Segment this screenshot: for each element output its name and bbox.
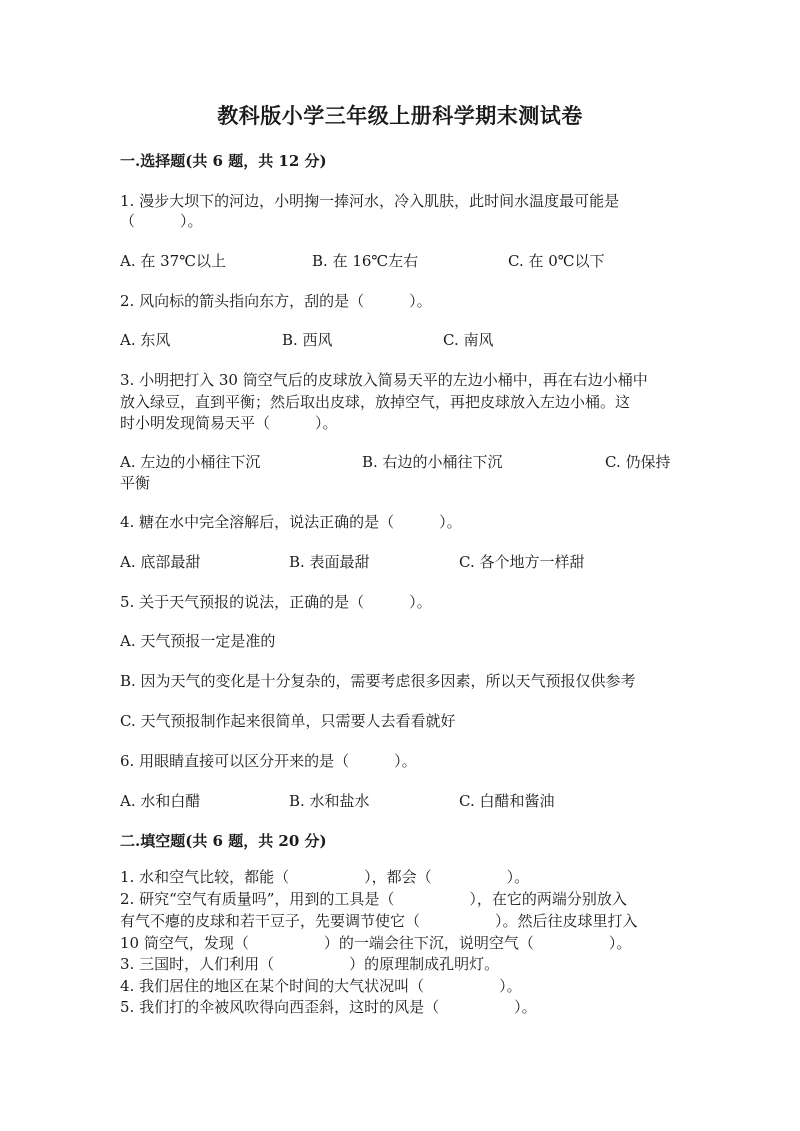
question-6-option-b: B. 水和盐水: [289, 792, 370, 810]
question-4-option-c: C. 各个地方一样甜: [459, 553, 585, 571]
question-4-option-a: A. 底部最甜: [120, 553, 201, 571]
fill-line-6: 4. 我们居住的地区在某个时间的大气状况叫（ ）。: [120, 977, 522, 995]
question-3-option-b: B. 右边的小桶往下沉: [362, 453, 503, 471]
fill-line-7: 5. 我们打的伞被风吹得向西歪斜，这时的风是（ ）。: [120, 998, 537, 1016]
question-5-option-b: B. 因为天气的变化是十分复杂的，需要考虑很多因素，所以天气预报仅供参考: [120, 672, 636, 690]
question-5-option-a: A. 天气预报一定是准的: [120, 632, 276, 650]
question-3-line-3: 时小明发现简易天平（ ）。: [120, 414, 338, 432]
question-5-line-1: 5. 关于天气预报的说法，正确的是（ ）。: [120, 593, 432, 611]
fill-line-1: 1. 水和空气比较，都能（ ），都会（ ）。: [120, 868, 530, 886]
question-2-option-a: A. 东风: [120, 331, 171, 349]
question-1-option-b: B. 在 16℃左右: [312, 252, 419, 270]
question-1-line-1: 1. 漫步大坝下的河边，小明掬一捧河水，冷入肌肤，此时间水温度最可能是: [120, 192, 620, 210]
question-6-line-1: 6. 用眼睛直接可以区分开来的是（ ）。: [120, 752, 417, 770]
section-heading-fill: 二.填空题(共 6 题，共 20 分): [120, 832, 327, 850]
question-3-option-a: A. 左边的小桶往下沉: [120, 453, 261, 471]
exam-title: 教科版小学三年级上册科学期末测试卷: [217, 103, 583, 128]
question-2-option-b: B. 西风: [282, 331, 333, 349]
question-4-line-1: 4. 糖在水中完全溶解后，说法正确的是（ ）。: [120, 513, 462, 531]
fill-line-2: 2. 研究“空气有质量吗”，用到的工具是（ ），在它的两端分别放入: [120, 890, 627, 908]
question-2-option-c: C. 南风: [443, 331, 494, 349]
question-5-option-c: C. 天气预报制作起来很简单，只需要人去看看就好: [120, 712, 456, 730]
section-heading-choice: 一.选择题(共 6 题，共 12 分): [120, 152, 327, 170]
question-3-line-1: 3. 小明把打入 30 筒空气后的皮球放入简易天平的左边小桶中，再在右边小桶中: [120, 371, 648, 389]
question-6-option-c: C. 白醋和酱油: [459, 792, 555, 810]
question-1-option-c: C. 在 0℃以下: [508, 252, 605, 270]
question-1-line-2: （ ）。: [120, 212, 203, 230]
question-1-option-a: A. 在 37℃以上: [120, 252, 227, 270]
question-6-option-a: A. 水和白醋: [120, 792, 201, 810]
question-4-option-b: B. 表面最甜: [289, 553, 370, 571]
question-3-line-2: 放入绿豆，直到平衡；然后取出皮球，放掉空气，再把皮球放入左边小桶。这: [120, 393, 631, 411]
question-3-option-c: C. 仍保持: [605, 453, 671, 471]
fill-line-4: 10 筒空气，发现（ ）的一端会往下沉，说明空气（ ）。: [120, 934, 632, 952]
fill-line-3: 有气不瘪的皮球和若干豆子，先要调节使它（ ）。然后往皮球里打入: [120, 912, 638, 930]
fill-line-5: 3. 三国时，人们利用（ ）的原理制成孔明灯。: [120, 955, 500, 973]
question-3-option-c-wrap: 平衡: [120, 474, 151, 492]
question-2-line-1: 2. 风向标的箭头指向东方，刮的是（ ）。: [120, 292, 432, 310]
